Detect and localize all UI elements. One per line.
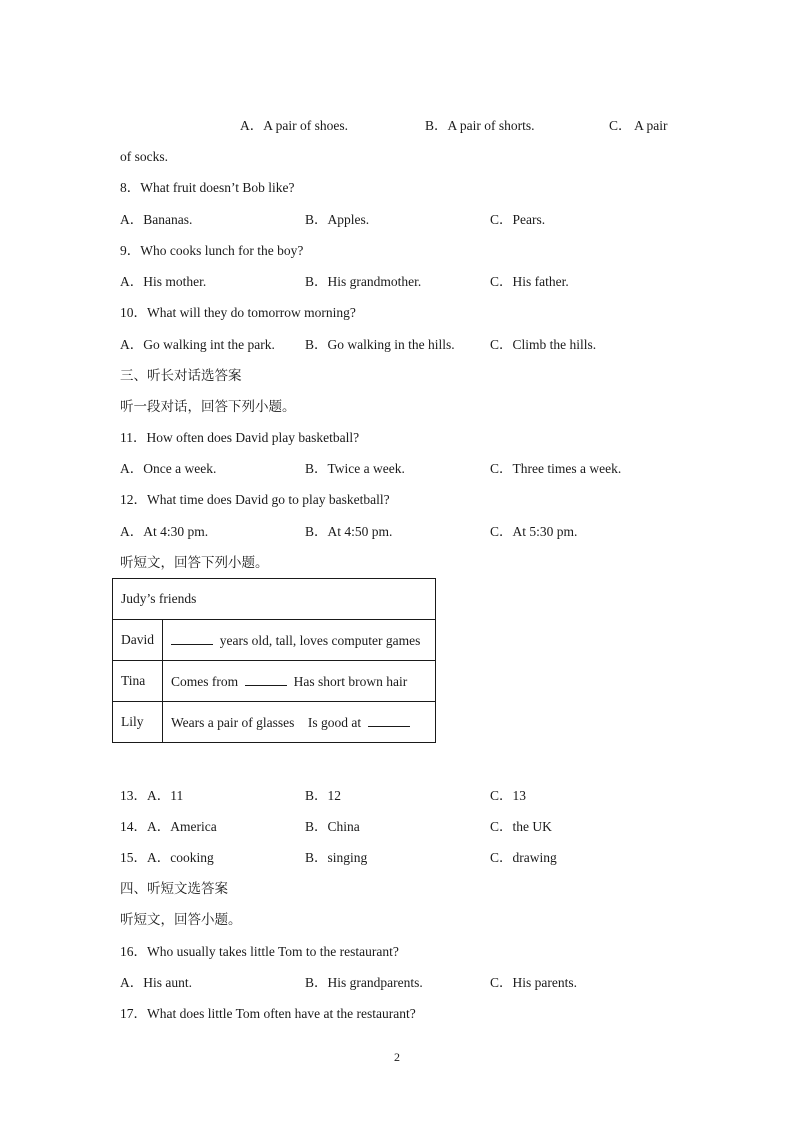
q8-question: 8．What fruit doesn’t Bob like? [120, 180, 295, 195]
q7-option-c-continued: of socks. [120, 149, 168, 164]
q12-question: 12．What time does David go to play basketball? [120, 492, 390, 507]
page-number: 2 [394, 1050, 400, 1064]
table-cell-info-text: Wears a pair of glasses Is good at [171, 714, 362, 730]
q11-question: 11．How often does David play basketball? [120, 430, 360, 445]
answer-blank [171, 632, 213, 645]
q16-option-b: B．His grandparents. [305, 975, 423, 990]
q7-option-a: A．A pair of shoes. [240, 118, 348, 133]
q11-option-c: C．Three times a week. [490, 461, 622, 476]
q15-option-a: 15．A．cooking [120, 850, 214, 865]
q12-option-a: A．At 4:30 pm. [120, 524, 209, 539]
q9-option-a: A．His mother. [120, 274, 207, 289]
q8-option-b: B．Apples. [305, 212, 370, 227]
table-row [113, 702, 436, 743]
table-cell-name: David [113, 620, 163, 661]
table-header-row [113, 579, 436, 620]
q7-option-b: B．A pair of shorts. [425, 118, 535, 133]
section4-title: 四、听短文选答案 [120, 881, 228, 896]
judys-friends-table [112, 578, 436, 743]
q16-option-a: A．His aunt. [120, 975, 192, 990]
table-cell-info-text: Has short brown hair [293, 673, 408, 689]
q14-option-b: B．China [305, 819, 360, 834]
q10-option-c: C．Climb the hills. [490, 337, 597, 352]
q16-option-c: C．His parents. [490, 975, 577, 990]
q12-option-b: B．At 4:50 pm. [305, 524, 393, 539]
q11-option-b: B．Twice a week. [305, 461, 405, 476]
q15-option-b: B．singing [305, 850, 368, 865]
q9-option-b: B．His grandmother. [305, 274, 422, 289]
section3-title: 三、听长对话选答案 [120, 368, 242, 383]
q8-option-c: C．Pears. [490, 212, 546, 227]
table-header: Judy’s friends [113, 579, 436, 620]
q16-question: 16．Who usually takes little Tom to the restaurant? [120, 944, 399, 959]
table-cell-name: Tina [113, 661, 163, 702]
q17-question: 17．What does little Tom often have at the restaurant? [120, 1006, 416, 1021]
table-cell-info [163, 702, 436, 743]
table-cell-info-text: years old, tall, loves computer games [219, 632, 421, 648]
table-cell-name: Lily [113, 702, 163, 743]
table-cell-info [163, 661, 436, 702]
section4-instruction: 听短文，回答小题。 [120, 912, 242, 927]
section3-instruction: 听一段对话，回答下列小题。 [120, 399, 296, 414]
answer-blank [245, 673, 287, 686]
q7-option-c: C． A pair [609, 118, 668, 133]
table-cell-info [163, 620, 436, 661]
q13-option-a: 13．A．11 [120, 788, 184, 803]
q15-option-c: C．drawing [490, 850, 557, 865]
q13-option-b: B．12 [305, 788, 342, 803]
q11-option-a: A．Once a week. [120, 461, 217, 476]
answer-blank [368, 714, 410, 727]
q13-option-c: C．13 [490, 788, 527, 803]
q9-option-c: C．His father. [490, 274, 569, 289]
q14-option-c: C．the UK [490, 819, 552, 834]
q12-option-c: C．At 5:30 pm. [490, 524, 578, 539]
table-row [113, 661, 436, 702]
q9-question: 9．Who cooks lunch for the boy? [120, 243, 304, 258]
table-cell-info-text: Comes from [171, 673, 239, 689]
q10-question: 10．What will they do tomorrow morning? [120, 305, 356, 320]
q8-option-a: A．Bananas. [120, 212, 193, 227]
q14-option-a: 14．A．America [120, 819, 217, 834]
q10-option-a: A．Go walking int the park. [120, 337, 275, 352]
q10-option-b: B．Go walking in the hills. [305, 337, 455, 352]
table-row [113, 620, 436, 661]
passage-instruction: 听短文，回答下列小题。 [120, 555, 269, 570]
